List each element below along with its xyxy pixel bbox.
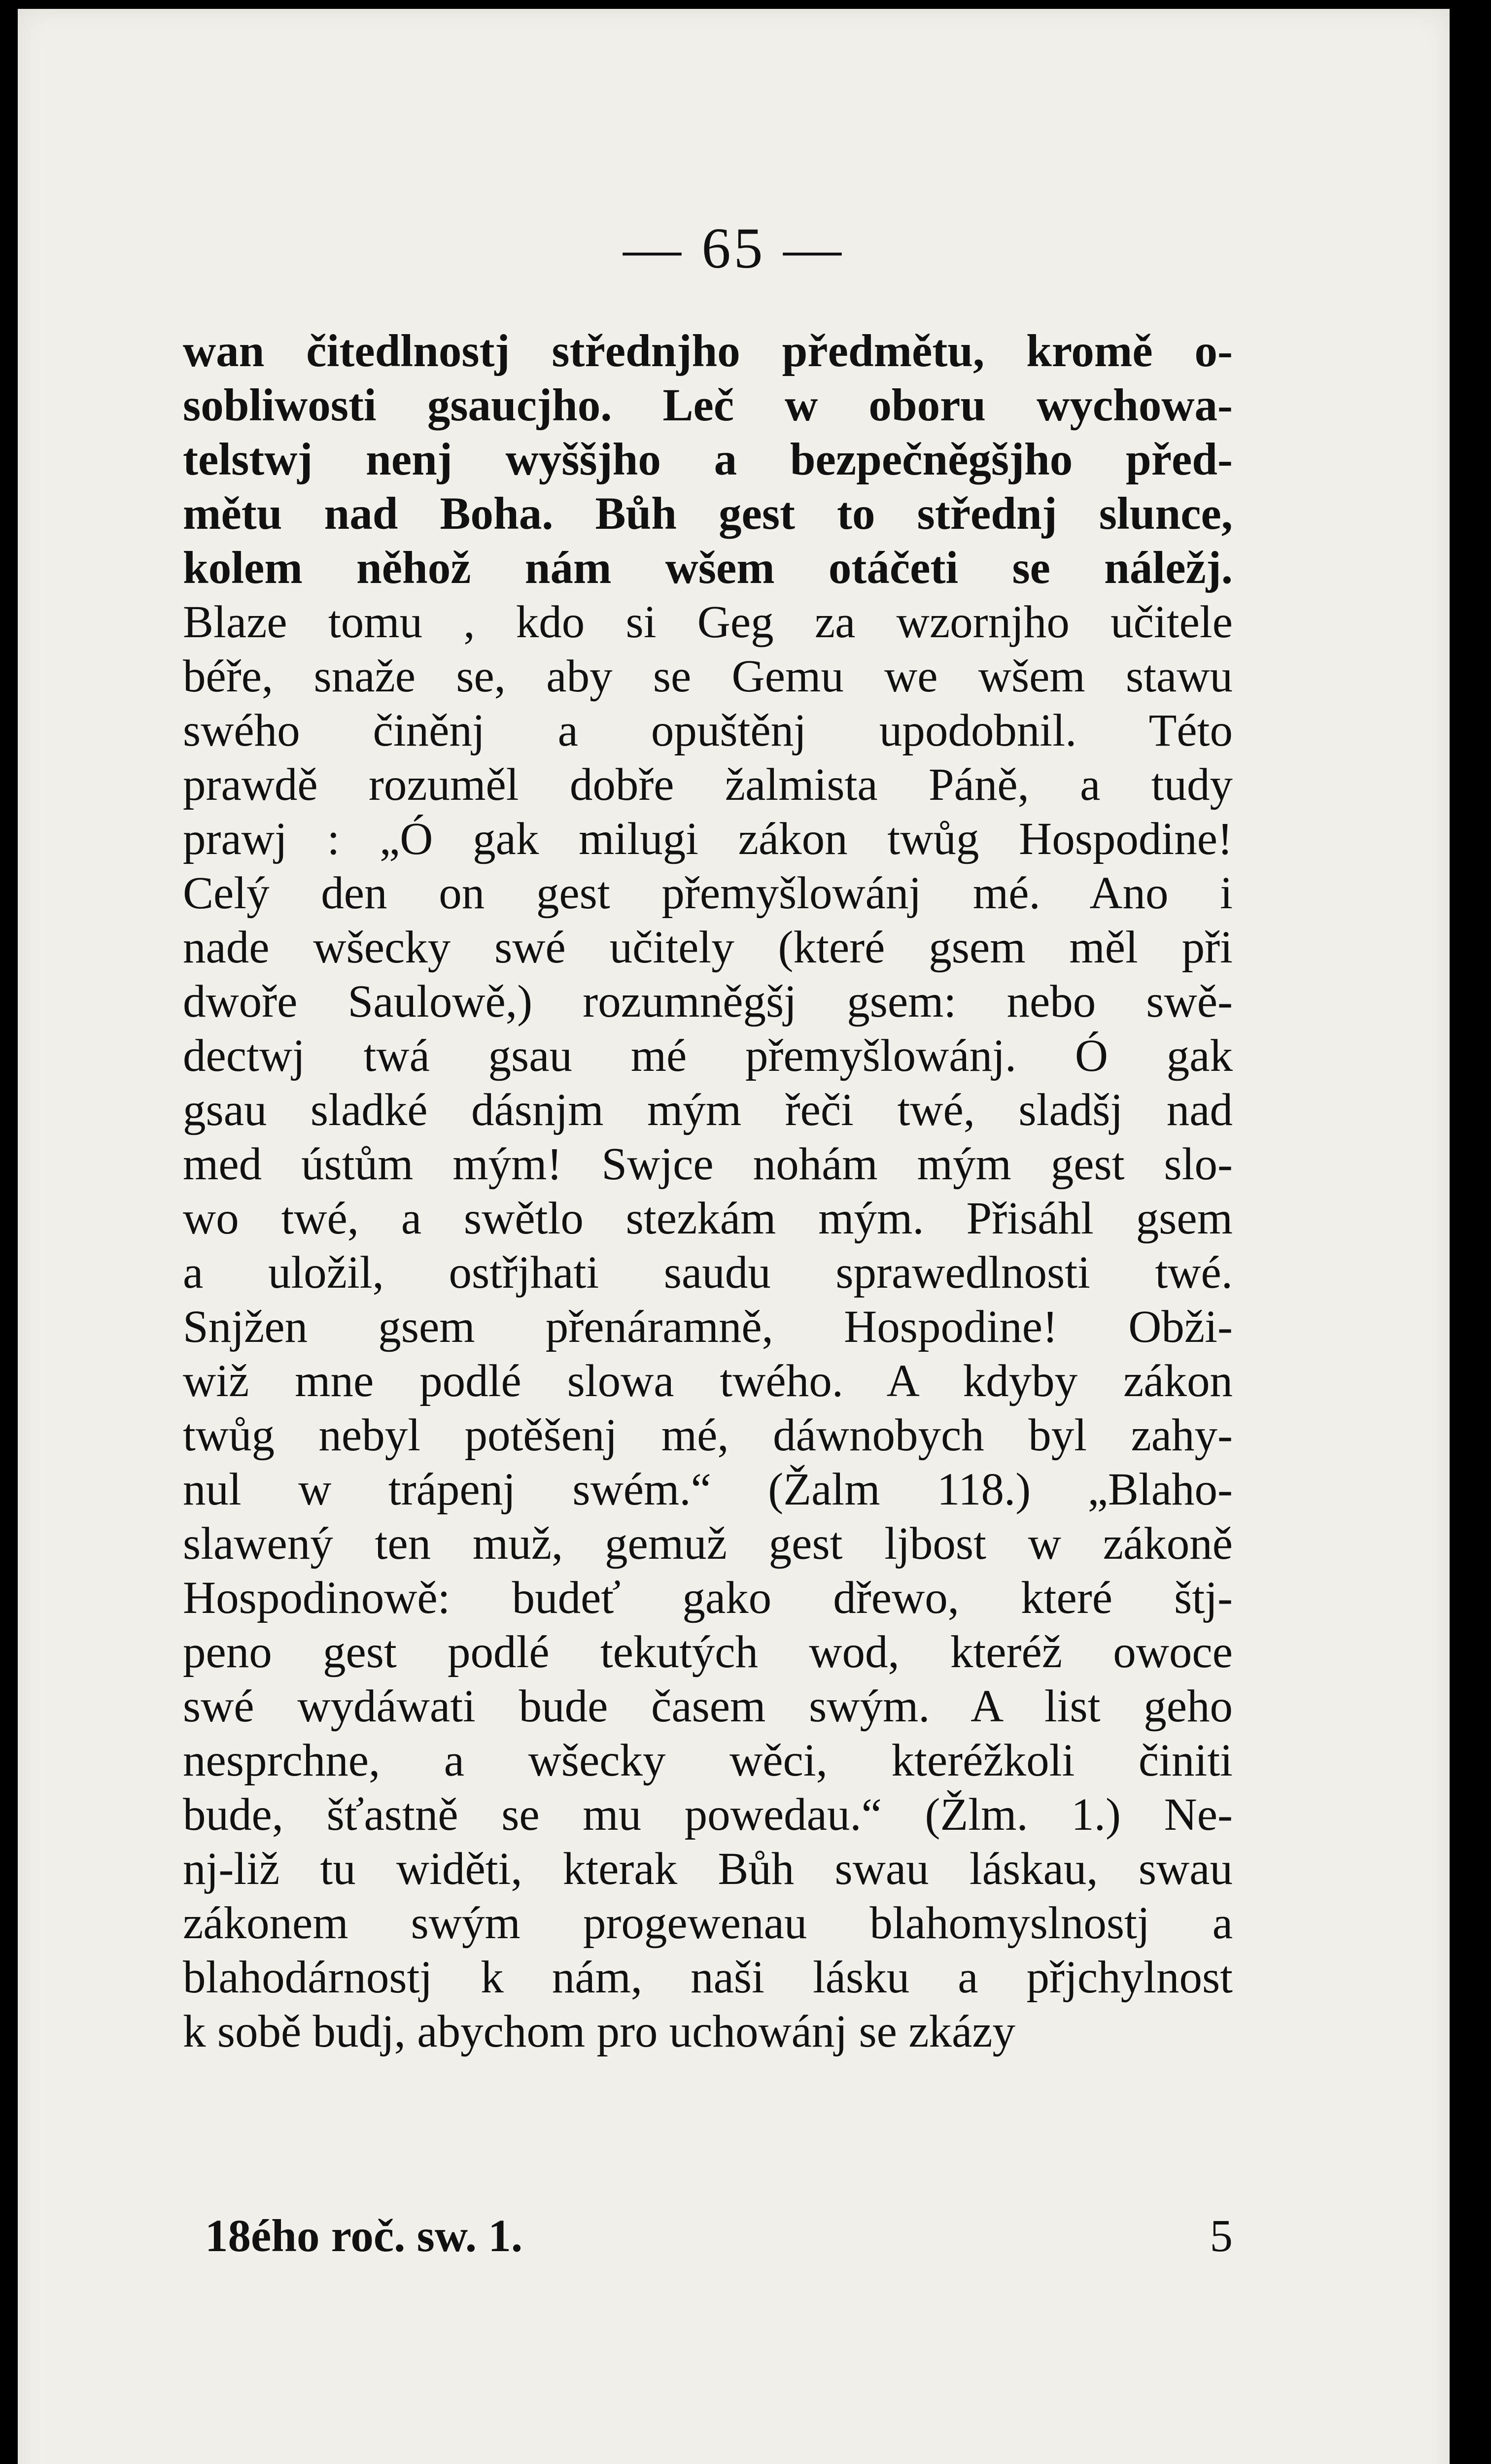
text-line: slawený ten muž, gemuž gest ljbost w zákoně bbox=[183, 1518, 1233, 1569]
text-line: peno gest podlé tekutých wod, kteréž owoce bbox=[183, 1627, 1233, 1677]
text-line: dwoře Saulowě,) rozumněgšj gsem: nebo swě- bbox=[183, 976, 1233, 1027]
text-line: blahodárnostj k nám, naši lásku a přjchylnost bbox=[183, 1952, 1233, 2003]
text-line: nesprchne, a wšecky wěci, kteréžkoli činiti bbox=[183, 1735, 1233, 1786]
text-line: wiž mne podlé slowa twého. A kdyby zákon bbox=[183, 1356, 1233, 1406]
text-line: Snjžen gsem přenáramně, Hospodine! Obži- bbox=[183, 1301, 1233, 1352]
text-line: telstwj nenj wyššjho a bezpečněgšjho před- bbox=[183, 434, 1233, 485]
text-line: nul w trápenj swém.“ (Žalm 118.) „Blaho- bbox=[183, 1464, 1233, 1515]
text-line: swého činěnj a opuštěnj upodobnil. Této bbox=[183, 705, 1233, 756]
text-line: wo twé, a swětlo stezkám mým. Přisáhl gsem bbox=[183, 1193, 1233, 1244]
text-line: béře, snaže se, aby se Gemu we wšem stawu bbox=[183, 651, 1233, 702]
page-footer bbox=[205, 2209, 1233, 2263]
text-line: gsau sladké dásnjm mým řeči twé, sladšj nad bbox=[183, 1085, 1233, 1135]
text-line: sobliwosti gsaucjho. Leč w oboru wychowa- bbox=[183, 380, 1233, 431]
text-line: nade wšecky swé učitely (které gsem měl při bbox=[183, 922, 1233, 973]
text-line: prawj : „Ó gak milugi zákon twůg Hospodine! bbox=[183, 814, 1233, 864]
text-line: kolem něhož nám wšem otáčeti se náležj. bbox=[183, 543, 1233, 593]
text-line: bude, šťastně se mu powedau.“ (Žlm. 1.) Ne- bbox=[183, 1789, 1233, 1840]
book-page bbox=[18, 9, 1450, 2464]
text-line: twůg nebyl potěšenj mé, dáwnobych byl zahy- bbox=[183, 1410, 1233, 1461]
text-line: a uložil, ostřjhati saudu sprawedlnosti twé. bbox=[183, 1247, 1233, 1298]
text-line: Blaze tomu , kdo si Geg za wzornjho učitele bbox=[183, 597, 1233, 648]
text-line: Hospodinowě: budeť gako dřewo, které štj- bbox=[183, 1573, 1233, 1623]
text-line: zákonem swým progewenau blahomyslnostj a bbox=[183, 1898, 1233, 1949]
page-number: — 65 — bbox=[623, 216, 844, 280]
text-line: prawdě rozuměl dobře žalmista Páně, a tudy bbox=[183, 759, 1233, 810]
text-line: mětu nad Boha. Bůh gest to střednj slunce, bbox=[183, 488, 1233, 539]
text-line: wan čitedlnostj střednjho předmětu, kromě o- bbox=[183, 326, 1233, 376]
signature-number: 5 bbox=[1210, 2211, 1233, 2261]
text-line: dectwj twá gsau mé přemyšlowánj. Ó gak bbox=[183, 1030, 1233, 1081]
text-line: swé wydáwati bude časem swým. A list geho bbox=[183, 1681, 1233, 1732]
body-text bbox=[183, 324, 1233, 2059]
text-line: nj-liž tu widěti, kterak Bůh swau láskau, swau bbox=[183, 1844, 1233, 1894]
text-line: k sobě budj, abychom pro uchowánj se zkázy bbox=[183, 2006, 1016, 2057]
text-line: Celý den on gest přemyšlowánj mé. Ano i bbox=[183, 868, 1233, 919]
signature-line: 18ého roč. sw. 1. bbox=[205, 2211, 523, 2261]
text-line: med ústům mým! Swjce nohám mým gest slo- bbox=[183, 1139, 1233, 1190]
